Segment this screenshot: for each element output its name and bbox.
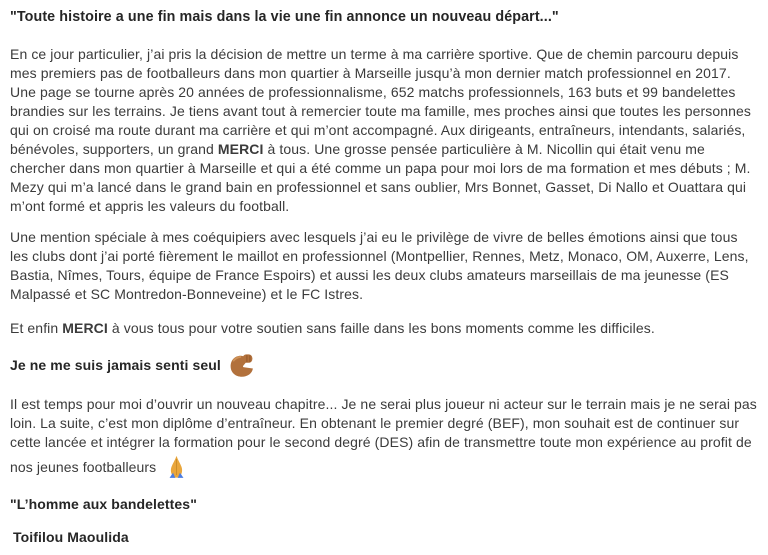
folded-hands-icon xyxy=(163,452,190,483)
paragraph-final-thanks: Et enfin MERCI à vous tous pour votre soutien sans faille dans les bons moments comme les difficiles. xyxy=(10,320,655,336)
paragraph-career-retirement: En ce jour particulier, j’ai pris la décision de mettre un terme à ma carrière sportive. Que de chemin parcouru depuis mes premiers pas de footballeurs dans mon quartier à Marseille jusqu’à mon dernier match professionnel en 2017. Une page se tourne après 20 années de professionnalisme, 652 matchs professionnels, 163 buts et 99 bandelettes brandies sur les terrains. Je tiens avant tout à remercier toute ma famille, mes proches ainsi que toutes les personnes qui on croisé ma route durant ma carrière et qui m’ont accompagné. Aux dirigeants, entraîneurs, intendants, salariés, bénévoles, supporters, un grand MERCI à tous. Une grosse pensée particulière à M. Nicollin qui était venu me chercher dans mon quartier à Marseille et qui a été comme un papa pour moi lors de ma formation et mes débuts ; M. Mezy qui m’a lancé dans le grand bain en professionnel et sans oublier, Mrs Bonnet, Gasset, Di Nallo et Ouattara qui m’ont formé et appris les valeurs du football. xyxy=(10,46,752,214)
nickname-quote: "L’homme aux bandelettes" xyxy=(10,496,197,512)
paragraph-new-chapter-text: Il est temps pour moi d’ouvrir un nouveau chapitre... Je ne serai plus joueur ni acteur sur le terrain mais je ne serai pas loin. La suite, c’est mon diplôme d’entraîneur. En obtenant le premier degré (BEF), mon souhait est de continuer sur cette lancée et intégrer la formation pour le second degré (DES) afin de transmettre toute mon expérience au profit de nos jeunes footballeurs xyxy=(10,396,757,475)
headline-never-felt-alone xyxy=(10,352,758,379)
opening-quote-heading: "Toute histoire a une fin mais dans la vie une fin annonce un nouveau départ..." xyxy=(10,9,559,25)
paragraph-clubs-mention: Une mention spéciale à mes coéquipiers avec lesquels j’ai eu le privilège de vivre de belles émotions ainsi que tous les clubs dont j’ai porté fièrement le maillot en professionnel (Montpellier, Rennes, Metz, Monaco, OM, Auxerre, Lens, Bastia, Nîmes, Tours, équipe de France Espoirs) et aussi les deux clubs amateurs marseillais de ma jeunesse (ES Malpassé et SC Montredon-Bonneveine) et le FC Istres. xyxy=(10,229,749,302)
flexed-biceps-icon xyxy=(228,352,255,379)
paragraph-new-chapter xyxy=(10,395,758,483)
headline-never-felt-alone-text: Je ne me suis jamais senti seul xyxy=(10,357,221,373)
signature-name: Toifilou Maoulida xyxy=(13,529,129,545)
